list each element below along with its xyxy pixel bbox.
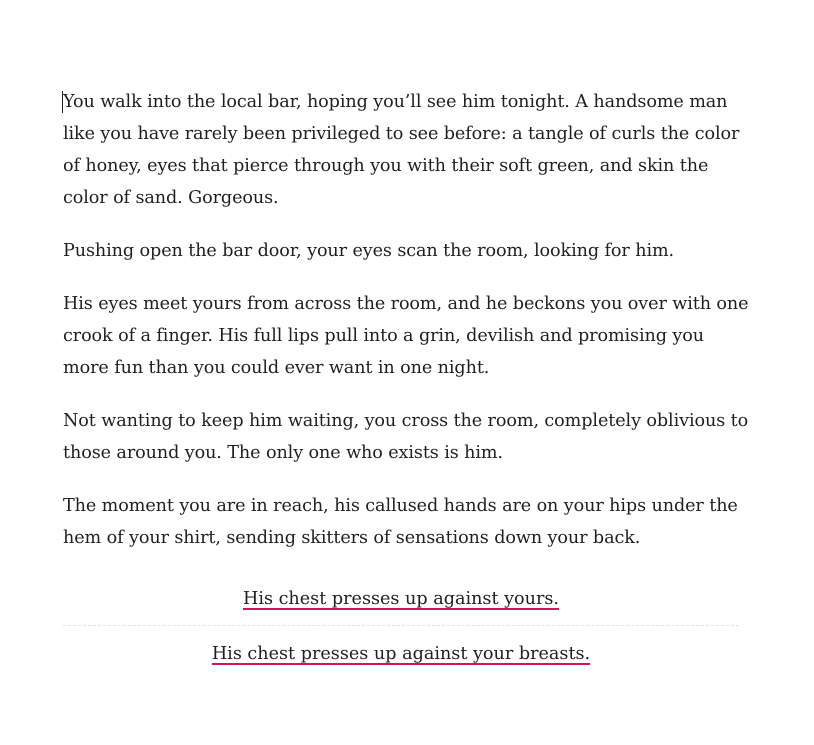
choice-label: His chest presses up against your breasts. bbox=[211, 644, 591, 664]
story-text bbox=[63, 86, 753, 575]
story-paragraph: Pushing open the bar door, your eyes scan the room, looking for him. bbox=[63, 241, 675, 261]
story-paragraph: Not wanting to keep him waiting, you cross the room, completely oblivious to those around you. The only one who exists is him. bbox=[63, 411, 749, 463]
choice-list bbox=[63, 582, 739, 671]
story-paragraph-text: You walk into the local bar, hoping you’ll see him tonight. A handsome man like you have rarely been privileged to see before: a tangle of curls the color of honey, eyes that pierce through you with their soft green, and skin the color of sand. Gorgeous. bbox=[63, 92, 740, 208]
choice-link-yours[interactable] bbox=[63, 582, 739, 625]
story-paragraph bbox=[63, 86, 753, 214]
text-cursor bbox=[62, 91, 63, 113]
story-paragraph: His eyes meet yours from across the room, and he beckons you over with one crook of a finger. His full lips pull into a grin, devilish and promising you more fun than you could ever want in one night. bbox=[63, 294, 749, 378]
story-paragraph: The moment you are in reach, his callused hands are on your hips under the hem of your shirt, sending skitters of sensations down your back. bbox=[63, 496, 738, 548]
choice-link-breasts[interactable] bbox=[63, 626, 739, 671]
choice-label: His chest presses up against yours. bbox=[242, 589, 560, 609]
